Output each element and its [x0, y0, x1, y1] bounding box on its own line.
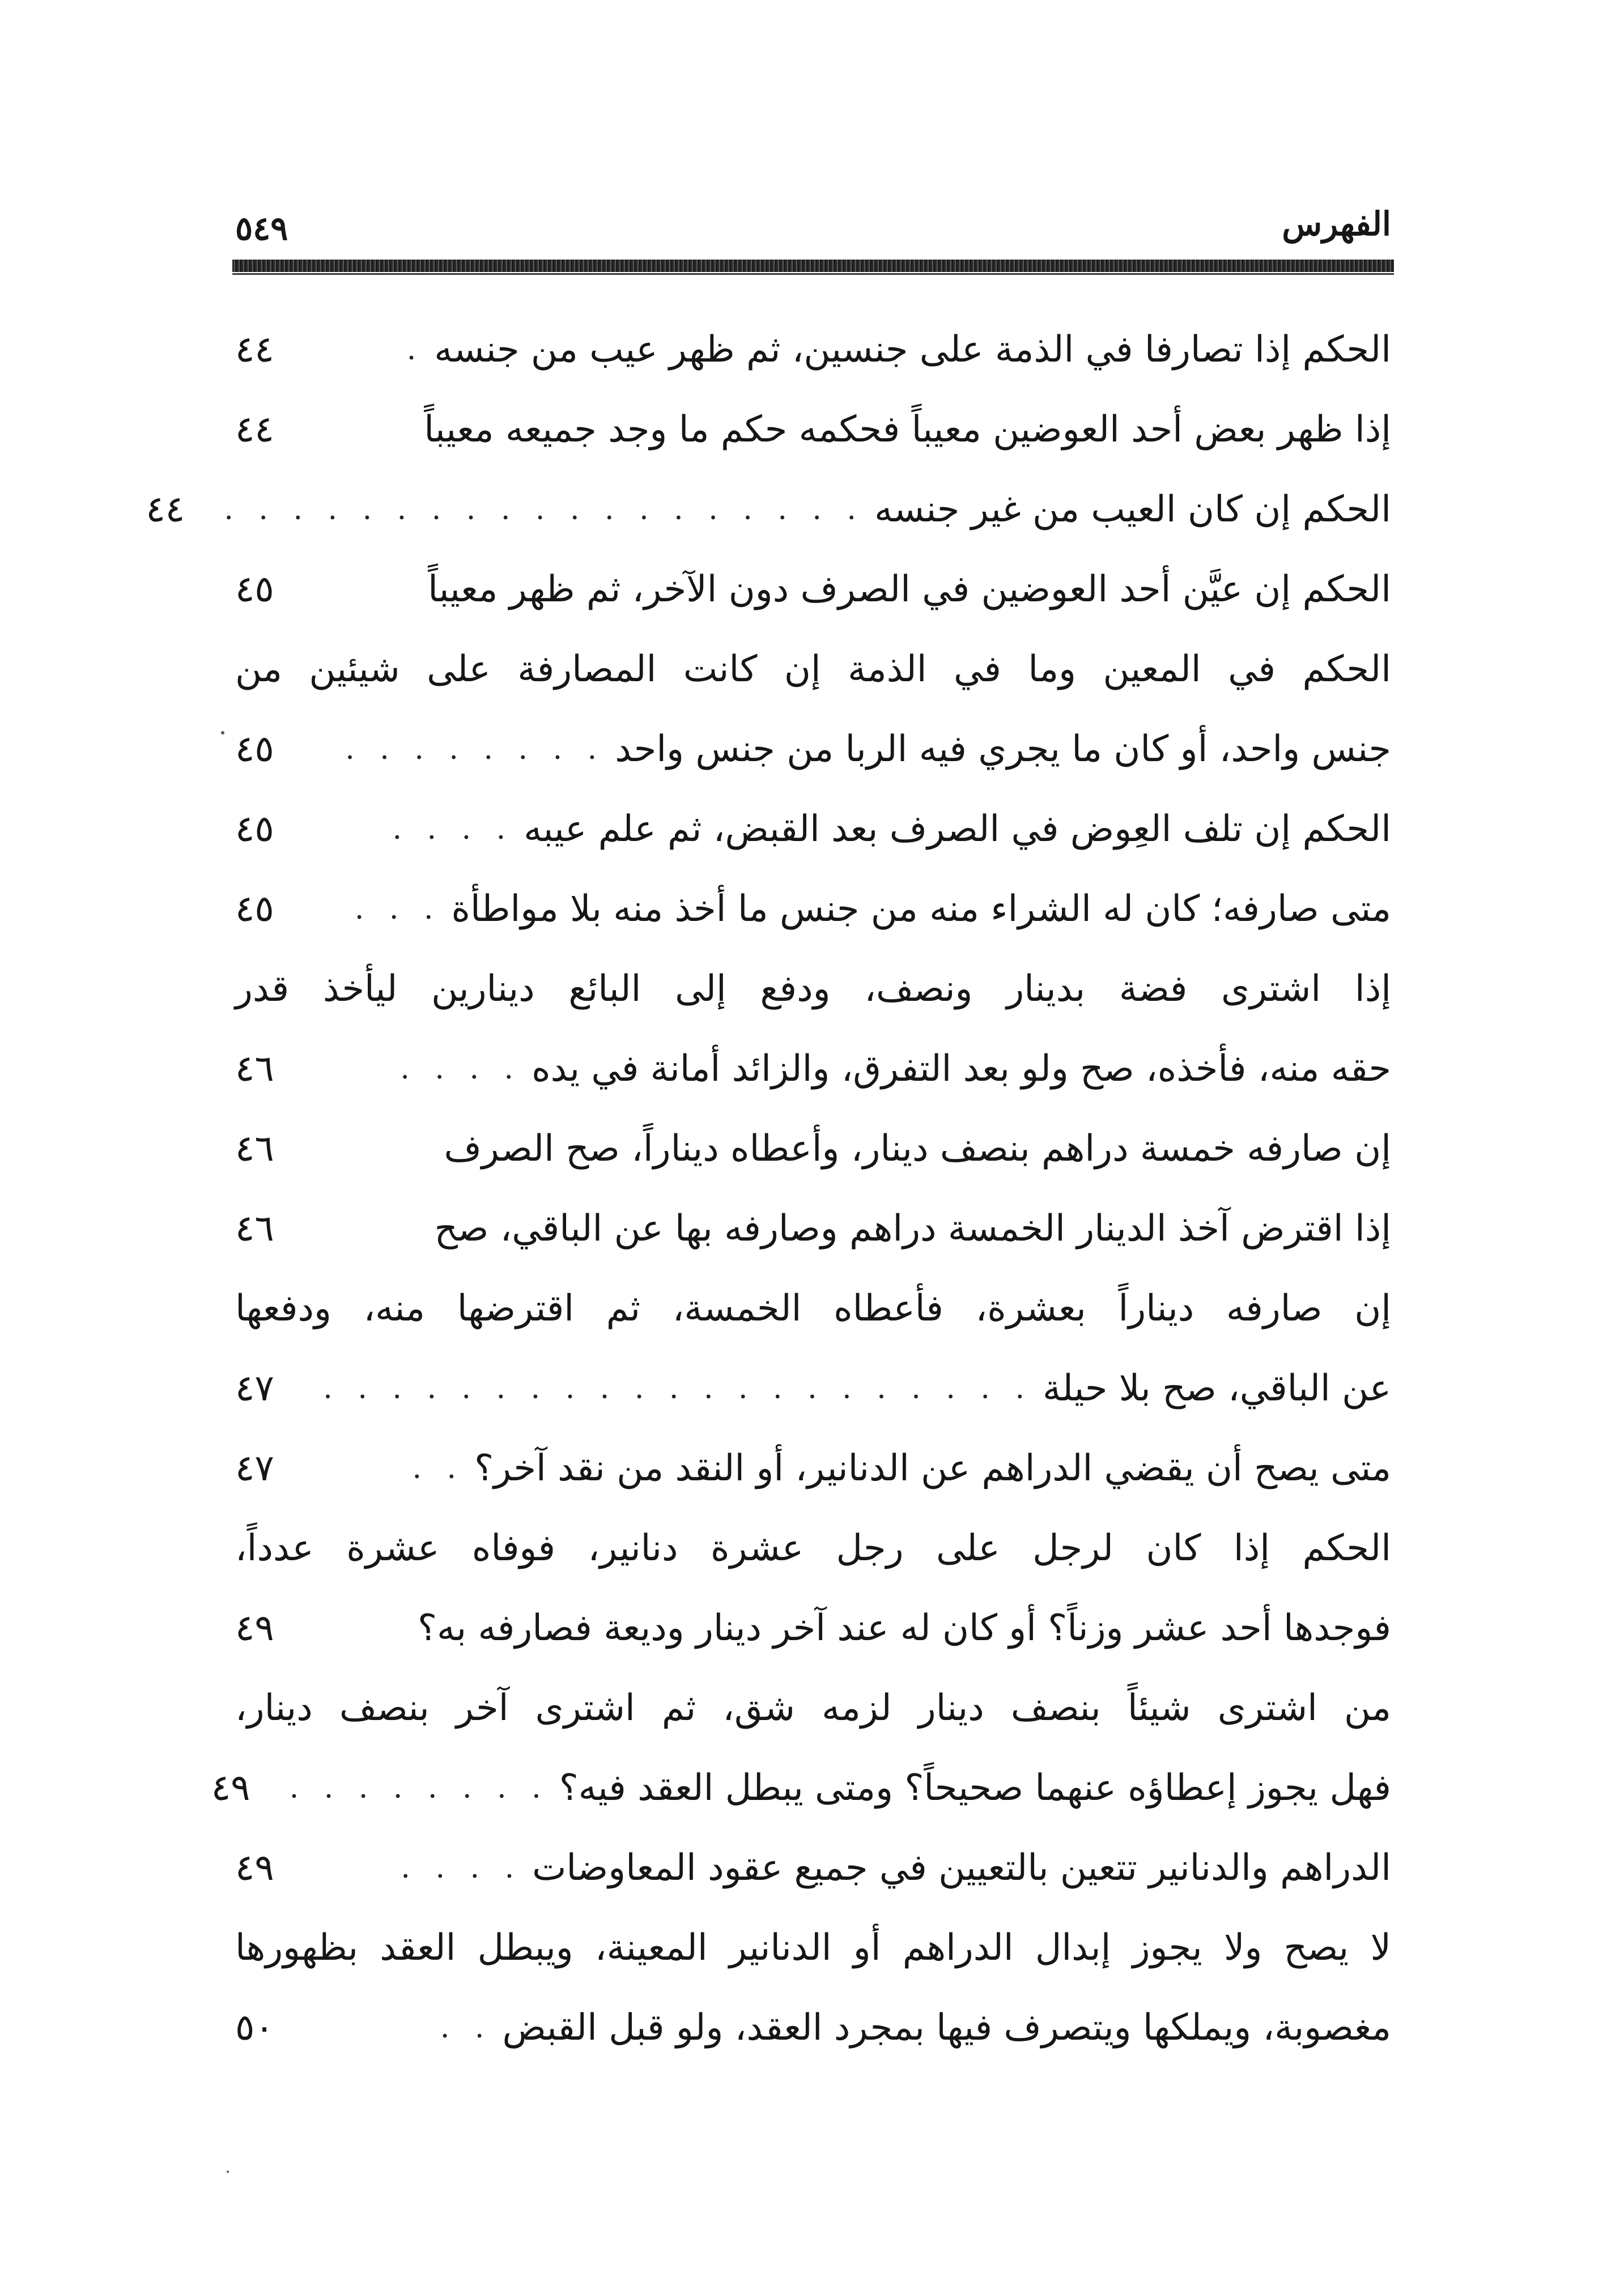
index-entry — [235, 1188, 1391, 1268]
index-entry — [235, 1908, 1391, 1988]
entry-text: متى يصح أن يقضي الدراهم عن الدنانير، أو النقد من نقد آخر؟ — [474, 1447, 1391, 1489]
index-entry — [235, 1348, 1391, 1428]
entry-text: فهل يجوز إعطاؤه عنهما صحيحاً؟ ومتى يبطل العقد فيه؟ — [559, 1767, 1391, 1809]
entry-text: جنس واحد، أو كان ما يجري فيه الربا من جنس واحد — [615, 728, 1391, 770]
dot-leader: . . — [412, 1451, 465, 1485]
index-entry — [235, 869, 1391, 949]
header-page-number: ٥٤٩ — [235, 209, 288, 248]
index-entry — [235, 309, 1391, 389]
entry-text: الحكم إن تلف العِوض في الصرف بعد القبض، ثم علم عيبه — [524, 808, 1391, 850]
index-entry — [235, 1508, 1391, 1588]
index-entry — [235, 1428, 1391, 1508]
entry-page-number: ٤٥ — [235, 568, 274, 610]
entry-page-number: ٤٦ — [235, 1047, 274, 1090]
entry-page-number: ٤٥ — [235, 728, 274, 770]
entry-text: الحكم إذا تصارفا في الذمة على جنسين، ثم ظهر عيب من جنسه — [434, 328, 1391, 371]
header-title: الفهرس — [1282, 205, 1391, 243]
dot-leader: . . . . . . . . . . . . . . . . . . . — [224, 492, 864, 526]
entry-text: الحكم في المعين وما في الذمة إن كانت المصارفة على شيئين من — [235, 648, 1391, 690]
entry-page-number: ٤٦ — [235, 1207, 274, 1250]
scan-speck — [227, 2171, 229, 2173]
index-entry — [235, 1109, 1391, 1188]
dot-leader: . . . . . . . . — [345, 732, 605, 766]
entry-text: حقه منه، فأخذه، صح ولو بعد التفرق، والزائد أمانة في يده — [532, 1047, 1391, 1090]
index-entry — [235, 789, 1391, 869]
dot-leader: . . . — [354, 891, 441, 926]
entry-text: إذا اشترى فضة بدينار ونصف، ودفع إلى البائع دينارين ليأخذ قدر — [235, 967, 1391, 1010]
running-header — [235, 204, 1391, 249]
entry-text: الحكم إذا كان لرجل على رجل عشرة دنانير، فوفاه عشرة عدداً، — [235, 1527, 1392, 1569]
dot-leader: . . . . — [401, 1850, 522, 1885]
dot-leader: . . . . . . . . . . . . . . . . . . . . . — [323, 1371, 1032, 1405]
entry-text: الحكم إن كان العيب من غير جنسه — [874, 488, 1391, 530]
entry-page-number: ٤٤ — [146, 488, 185, 530]
entry-page-number: ٤٥ — [235, 808, 274, 850]
entry-page-number: ٤٥ — [235, 888, 274, 930]
index-entry — [235, 629, 1391, 709]
entry-text: عن الباقي، صح بلا حيلة — [1043, 1367, 1391, 1409]
index-entry — [235, 1029, 1391, 1109]
entry-text: متى صارفه؛ كان له الشراء منه من جنس ما أخذ منه بلا مواطأة — [451, 888, 1391, 930]
entry-text: إن صارفه خمسة دراهم بنصف دينار، وأعطاه ديناراً، صح الصرف — [444, 1127, 1391, 1170]
entry-page-number: ٤٧ — [235, 1367, 274, 1409]
entry-page-number: ٤٧ — [235, 1447, 274, 1489]
index-entry — [235, 1668, 1391, 1748]
entry-text: مغصوبة، ويملكها ويتصرف فيها بمجرد العقد، ولو قبل القبض — [502, 2006, 1391, 2049]
index-entry — [235, 1268, 1391, 1348]
index-entry — [235, 389, 1391, 469]
entry-text: من اشترى شيئاً بنصف دينار لزمه شق، ثم اشترى آخر بنصف دينار، — [235, 1687, 1391, 1729]
dot-leader: . . . . — [392, 812, 514, 846]
dot-leader: . . . . . . . . — [289, 1770, 549, 1805]
entry-page-number: ٤٩ — [211, 1767, 250, 1809]
entry-page-number: ٤٤ — [235, 328, 274, 371]
entry-page-number: ٥٠ — [235, 2006, 274, 2049]
header-rule — [232, 260, 1394, 272]
entry-text: إذا اقترض آخذ الدينار الخمسة دراهم وصارفه بها عن الباقي، صح — [434, 1207, 1391, 1250]
entry-page-number: ٤٩ — [235, 1607, 274, 1649]
dot-leader: . — [406, 332, 424, 367]
entry-text: الحكم إن عيَّن أحد العوضين في الصرف دون الآخر، ثم ظهر معيباً — [428, 568, 1391, 610]
index-entry — [235, 1988, 1391, 2067]
index-entry — [146, 469, 1391, 549]
entry-text: لا يصح ولا يجوز إبدال الدراهم أو الدنانير المعينة، ويبطل العقد بظهورها — [235, 1926, 1391, 1969]
entry-text: إن صارفه ديناراً بعشرة، فأعطاه الخمسة، ثم اقترضها منه، ودفعها — [235, 1287, 1392, 1330]
entry-text: الدراهم والدنانير تتعين بالتعيين في جميع عقود المعاوضات — [532, 1846, 1391, 1889]
entry-text: إذا ظهر بعض أحد العوضين معيباً فحكمه حكم ما وجد جميعه معيباً — [424, 408, 1391, 451]
index-entry — [211, 1748, 1391, 1828]
scan-speck — [221, 731, 224, 734]
index-entries — [146, 309, 1392, 2067]
entry-text: فوجدها أحد عشر وزناً؟ أو كان له عند آخر دينار وديعة فصارفه به؟ — [418, 1607, 1391, 1649]
dot-leader: . . . . — [400, 1051, 522, 1086]
dot-leader: . . — [440, 2010, 492, 2045]
entry-page-number: ٤٦ — [235, 1127, 274, 1170]
index-entry — [235, 1588, 1391, 1668]
index-entry — [235, 949, 1391, 1029]
entry-page-number: ٤٩ — [235, 1846, 274, 1889]
index-entry — [235, 1828, 1391, 1908]
index-entry — [235, 549, 1391, 629]
index-entry — [235, 709, 1391, 789]
entry-page-number: ٤٤ — [235, 408, 274, 451]
